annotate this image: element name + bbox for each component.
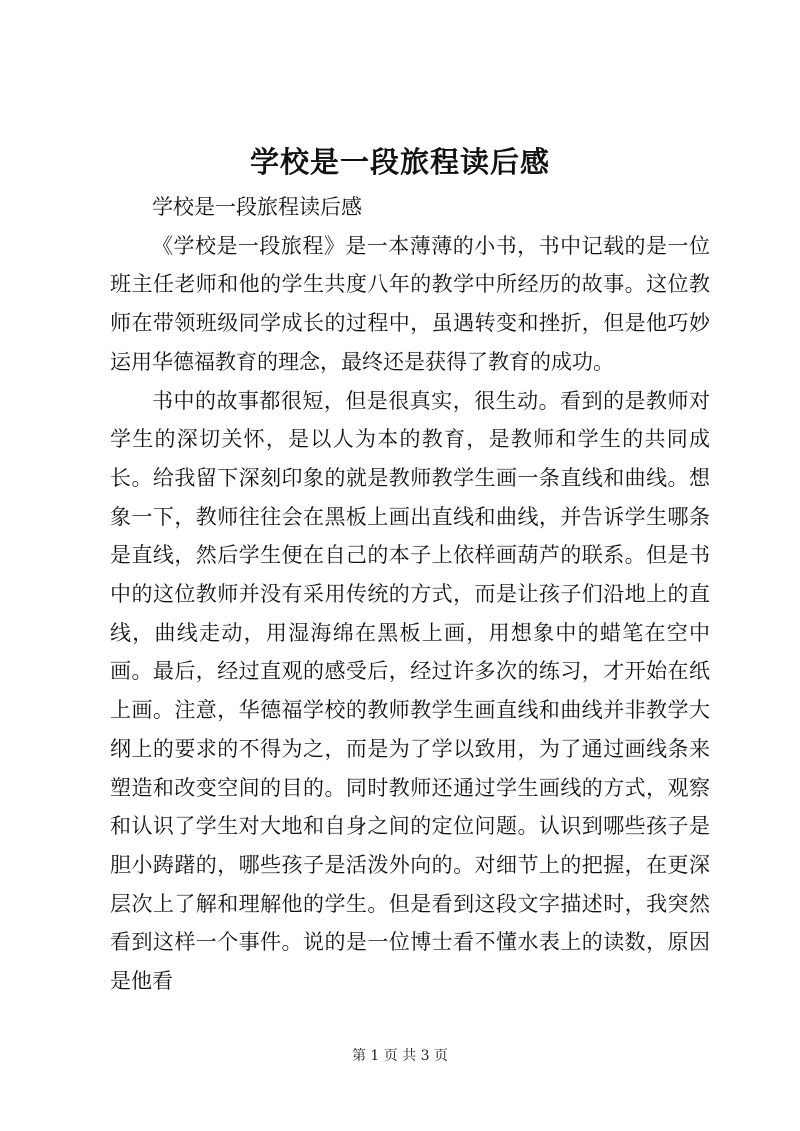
paragraph-intro: 《学校是一段旅程》是一本薄薄的小书，书中记载的是一位班主任老师和他的学生共度八年的教学中所经历的故事。这位教师在带领班级同学成长的过程中，虽遇转变和挫折，但是他巧妙运用华德福教育的理念，最终还是获得了教育的成功。 bbox=[110, 233, 710, 374]
paragraph-subtitle: 学校是一段旅程读后感 bbox=[152, 195, 362, 219]
page-number-footer: 第 1 页 共 3 页 bbox=[351, 1048, 449, 1064]
paragraph-main: 书中的故事都很短，但是很真实，很生动。看到的是教师对学生的深切关怀，是以人为本的教育，是教师和学生的共同成长。给我留下深刻印象的就是教师教学生画一条直线和曲线。想象一下，教师往往会在黑板上画出直线和曲线，并告诉学生哪条是直线，然后学生便在自己的本子上依样画葫芦的联系。但是书中的这位教师并没有采用传统的方式，而是让孩子们沿地上的直线，曲线走动，用湿海绵在黑板上画，用想象中的蜡笔在空中画。最后，经过直观的感受后，经过许多次的练习，才开始在纸上画。注意，华德福学校的教师教学生画直线和曲线并非教学大纲上的要求的不得为之，而是为了学以致用，为了通过画线条来塑造和改变空间的目的。同时教师还通过学生画线的方式，观察和认识了学生对大地和自身之间的定位问题。认识到哪些孩子是胆小踌躇的，哪些孩子是活泼外向的。对细节上的把握，在更深层次上了解和理解他的学生。但是看到这段文字描述时，我突然看到这样一个事件。说的是一位博士看不懂水表上的读数，原因是他看 bbox=[110, 388, 710, 994]
document-title: 学校是一段旅程读后感 bbox=[249, 145, 550, 179]
document-body bbox=[110, 188, 710, 1001]
